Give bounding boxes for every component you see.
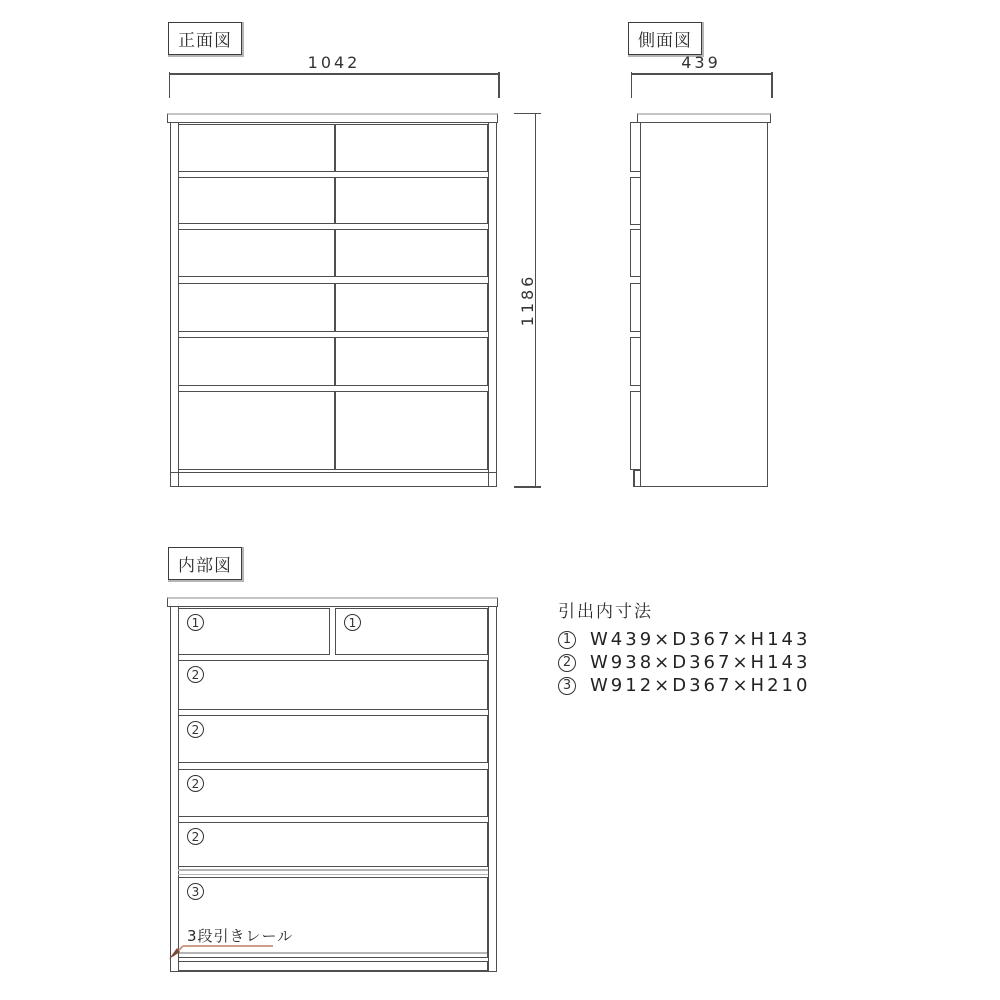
drawer-center-divider	[334, 125, 336, 171]
drawer-dimensions-legend	[558, 597, 810, 697]
internal-cell-5	[178, 822, 488, 867]
circled-number-2: 2	[187, 828, 204, 845]
internal-view-label: 内部図	[168, 547, 242, 580]
rail-note-label: 3段引きレール	[187, 927, 294, 945]
side-depth-dim-line	[631, 73, 772, 75]
legend-dims-1: W439×D367×H143	[590, 629, 811, 650]
circled-number-1: 1	[344, 614, 361, 631]
circled-number-3: 3	[558, 677, 576, 695]
side-drawer-front-2	[630, 177, 641, 225]
side-drawer-front-4	[630, 283, 641, 332]
side-base-step	[633, 470, 641, 487]
side-view-label: 側面図	[628, 22, 702, 55]
rail-leader-line	[168, 941, 278, 961]
internal-cell-1-left	[178, 608, 330, 655]
front-view-label: 正面図	[168, 22, 242, 55]
internal-cell-1-right	[335, 608, 488, 655]
drawer-center-divider	[334, 338, 336, 385]
internal-rail-line-upper-2	[178, 874, 488, 875]
front-drawer-row-4	[178, 283, 488, 332]
front-width-dim-tick-left	[169, 72, 171, 98]
drawer-center-divider	[334, 284, 336, 331]
legend-dims-2: W938×D367×H143	[590, 652, 811, 673]
legend-title: 引出内寸法	[558, 602, 653, 622]
front-drawer-row-3	[178, 229, 488, 277]
internal-cell-4	[178, 769, 488, 817]
side-depth-dimension: 439	[681, 53, 721, 72]
drawer-center-divider	[334, 230, 336, 276]
front-height-dim-tick-bottom	[514, 486, 541, 488]
front-drawer-row-2	[178, 177, 488, 224]
front-base-line	[171, 472, 496, 473]
circled-number-2: 2	[187, 721, 204, 738]
front-height-dim-tick-top	[514, 113, 541, 115]
side-depth-dim-tick-right	[771, 72, 773, 98]
side-body	[640, 122, 768, 487]
circled-number-2: 2	[187, 775, 204, 792]
internal-base-band	[178, 961, 488, 971]
circled-number-2: 2	[558, 654, 576, 672]
front-drawer-row-5	[178, 337, 488, 386]
circled-number-1: 1	[558, 631, 576, 649]
internal-rail-line-upper	[178, 869, 488, 871]
front-drawer-row-6	[178, 391, 488, 470]
side-drawer-front-6	[630, 391, 641, 470]
internal-cell-2	[178, 660, 488, 710]
circled-number-1: 1	[187, 614, 204, 631]
internal-cell-3	[178, 715, 488, 763]
legend-dims-3: W912×D367×H210	[590, 675, 811, 696]
side-drawer-front-3	[630, 229, 641, 277]
front-height-dimension: 1186	[518, 273, 537, 327]
front-drawer-row-1	[178, 124, 488, 172]
front-width-dim-line	[169, 73, 499, 75]
side-depth-dim-tick-left	[631, 72, 633, 98]
drawer-center-divider	[334, 178, 336, 223]
legend-item-3	[558, 674, 810, 697]
front-width-dimension: 1042	[307, 53, 361, 72]
front-width-dim-tick-right	[498, 72, 500, 98]
legend-item-1	[558, 628, 810, 651]
circled-number-3: 3	[187, 883, 204, 900]
side-drawer-front-5	[630, 337, 641, 386]
side-drawer-front-1	[630, 122, 641, 172]
circled-number-2: 2	[187, 666, 204, 683]
legend-item-2	[558, 651, 810, 674]
drawer-center-divider	[334, 392, 336, 469]
